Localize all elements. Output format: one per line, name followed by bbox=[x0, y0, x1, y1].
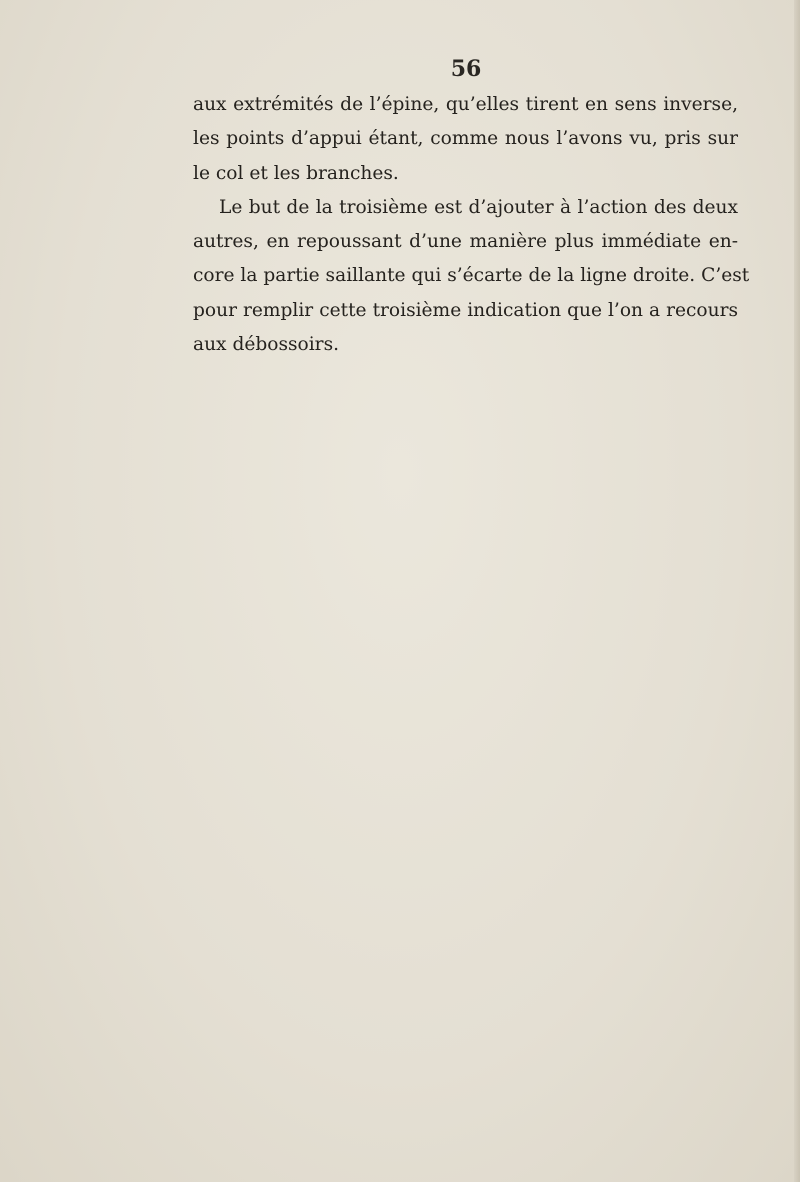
body-text bbox=[193, 88, 750, 362]
paragraph-1 bbox=[193, 88, 738, 191]
text-line: pour remplir cette troisième indication que l’on a recours bbox=[193, 299, 738, 321]
text-line: Le but de la troisième est d’ajouter à l’action des deux bbox=[219, 196, 738, 218]
text-line: aux extrémités de l’épine, qu’elles tirent en sens inverse, bbox=[193, 94, 738, 115]
text-line: aux débossoirs. bbox=[193, 334, 340, 356]
text-line: core la partie saillante qui s’écarte de la ligne droite. C’est bbox=[193, 265, 750, 287]
text-line: autres, en repoussant d’une manière plus immédiate en- bbox=[193, 231, 738, 253]
page-number: 56 bbox=[450, 56, 482, 82]
paragraph-2 bbox=[193, 191, 750, 362]
text-line: le col et les branches. bbox=[193, 162, 399, 184]
page-edge bbox=[794, 0, 800, 1182]
text-line: les points d’appui étant, comme nous l’avons vu, pris sur bbox=[193, 128, 738, 150]
